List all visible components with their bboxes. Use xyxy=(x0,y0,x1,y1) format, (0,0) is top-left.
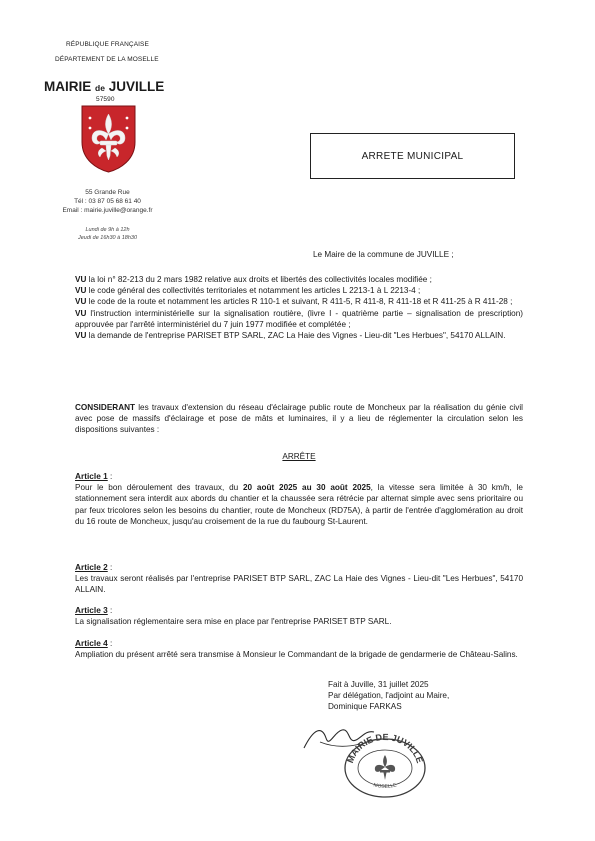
visa-line xyxy=(75,308,523,330)
svg-text:MOSELLE xyxy=(373,782,398,790)
mairie-prefix: MAIRIE xyxy=(44,79,92,94)
visa-text: le code de la route et notamment les articles R 110-1 et suivant, R 411-5, R 411-8, R 411-18 et R 411-25 à R 411-28 ; xyxy=(88,297,513,307)
departement-label: DÉPARTEMENT DE LA MOSELLE xyxy=(55,56,159,63)
article-2 xyxy=(75,562,523,596)
visa-lead: VU xyxy=(75,308,87,318)
mairie-de: de xyxy=(95,83,105,93)
postal-code: 57590 xyxy=(96,96,115,103)
article-text: , la vitesse sera limitée à 30 km/h, le stationnement sera interdit aux abords du chantier et la chaussée sera rétrécie par alternat simple avec sens prioritaire ou par feux tricolores selon les besoins du chantier, route de Moncheux (RD75A), à partir de l'entrée d'agglomération au droit du 16 route de Moncheux, jusqu'au croisement de la rue du faubourg St-Laurent. xyxy=(75,483,523,526)
email: Email : mairie.juville@orange.fr xyxy=(62,207,153,214)
article-text: Pour le bon déroulement des travaux, du xyxy=(75,483,243,493)
intro-line: Le Maire de la commune de JUVILLE ; xyxy=(313,250,454,259)
visa-lead: VU xyxy=(75,275,87,284)
visa-line xyxy=(75,330,523,341)
article-3 xyxy=(75,605,523,627)
article-title: Article 1 xyxy=(75,471,108,481)
phone: Tél : 03 87 05 68 61 40 xyxy=(74,198,141,205)
considerant-text: les travaux d'extension du réseau d'éclairage public route de Moncheux par la réalisation du génie civil avec pose de massifs d'éclairage et pose de mâts et luminaires, il y a lieu de réglementer la circulation selon les dispositions suivantes : xyxy=(75,403,523,435)
article-title: Article 4 xyxy=(75,638,108,648)
article-title: Article 3 xyxy=(75,605,108,615)
seal-top-text: MAIRIE DE JUVILLE xyxy=(345,731,425,765)
article-body: Les travaux seront réalisés par l'entreprise PARISET BTP SARL, ZAC La Haie des Vignes - Lieu-dit "Les Herbues", 54170 ALLAIN. xyxy=(75,574,523,595)
visa-line xyxy=(75,274,523,285)
article-dates: 20 août 2025 au 30 août 2025 xyxy=(243,483,371,493)
hours-line-1: Lundi de 9h à 12h xyxy=(85,227,130,233)
coat-of-arms-icon xyxy=(80,104,137,173)
article-title-suffix: : xyxy=(107,472,113,481)
hours-block xyxy=(50,226,165,242)
signature-name: Dominique FARKAS xyxy=(328,702,402,712)
considerant-lead: CONSIDERANT xyxy=(75,403,136,412)
article-body: Ampliation du présent arrêté sera transmise à Monsieur le Commandant de la brigade de gendarmerie de Château-Salins. xyxy=(75,650,518,660)
article-body: La signalisation réglementaire sera mise en place par l'entreprise PARISET BTP SARL. xyxy=(75,617,392,627)
republique-label: RÉPUBLIQUE FRANÇAISE xyxy=(66,41,149,48)
article-title: Article 2 xyxy=(75,562,108,572)
considerant-paragraph xyxy=(75,402,523,436)
article-title-suffix: : xyxy=(107,563,113,572)
visa-lead: VU xyxy=(75,331,87,341)
mairie-name: JUVILLE xyxy=(108,79,165,94)
visa-text: la loi n° 82-213 du 2 mars 1982 relative aux droits et libertés des collectivités locales modifiée ; xyxy=(88,275,432,284)
visa-text: la demande de l'entreprise PARISET BTP SARL, ZAC La Haie des Vignes - Lieu-dit "Les Herbues", 54170 ALLAIN. xyxy=(88,331,506,341)
seal-emblem-icon xyxy=(375,755,395,780)
seal-bottom-text: MOSELLE xyxy=(372,782,398,790)
visa-text: l'instruction interministérielle sur la signalisation routière, (livre I - quatrième partie – signalisation de prescription) approuvée par l'arrêté interministériel du 7 juin 1977 modifiée et complétée ; xyxy=(75,308,523,329)
address: 55 Grande Rue xyxy=(85,189,130,196)
mairie-seal-stamp xyxy=(340,730,430,798)
signature-delegation: Par délégation, l'adjoint au Maire, xyxy=(328,691,450,701)
article-title-suffix: : xyxy=(107,639,113,648)
document-title: ARRETE MUNICIPAL xyxy=(361,150,464,162)
document-title-box xyxy=(310,133,515,179)
visa-line xyxy=(75,285,523,296)
visa-line xyxy=(75,296,523,307)
arrete-heading: ARRÊTE xyxy=(282,452,316,461)
article-4 xyxy=(75,638,523,660)
contact-block xyxy=(50,188,165,215)
visas-block xyxy=(75,274,523,341)
signature-block xyxy=(328,679,449,713)
signature-place-date: Fait à Juville, 31 juillet 2025 xyxy=(328,680,429,689)
mairie-title xyxy=(44,79,164,94)
visa-text: le code général des collectivités territoriales et notamment les articles L 2213-1 à L 2213-4 ; xyxy=(88,286,421,296)
article-body xyxy=(75,482,523,527)
article-1 xyxy=(75,471,523,527)
visa-lead: VU xyxy=(75,286,87,296)
hours-line-2: Jeudi de 16h30 à 18h30 xyxy=(77,235,138,241)
article-title-suffix: : xyxy=(107,606,113,615)
visa-lead: VU xyxy=(75,297,87,307)
